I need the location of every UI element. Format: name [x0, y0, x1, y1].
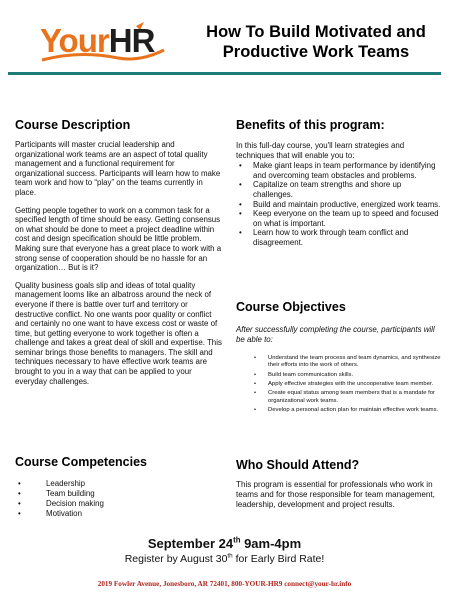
logo-wordmark — [40, 24, 154, 57]
header-divider — [8, 72, 441, 75]
event-date — [0, 536, 449, 552]
objective-item: • Develop a personal action plan for maintain effective work teams. — [236, 407, 441, 414]
competency-item: • Decision making — [15, 499, 215, 509]
event-time: 9am-4pm — [240, 536, 302, 551]
logo-your: Your — [40, 22, 109, 59]
benefits-intro: In this full-day course, you'll learn strategies and techniques that will enable you to: — [236, 141, 405, 160]
benefits-heading: Benefits of this program: — [236, 118, 385, 132]
description-paragraph-3: Quality business goals slip and ideas of total quality management looms like an albatross around the neck of everyone if there is battle over turf and territory or destructive conflict. No one wants poor quality or conflict and certainly no one want to have excess cost or waste of time, but getting everyone to work together is often a challenge and takes a great deal of skill and expertise. This seminar brings those benefits to managers. The skill and techniques necessary to have effective work teams are brought to you in a way that can be applied to your everyday challenges. — [15, 280, 222, 386]
attend-heading: Who Should Attend? — [236, 458, 360, 472]
objectives-heading: Course Objectives — [236, 300, 346, 314]
description-paragraph-1: Participants will master crucial leadership and organizational work teams are an aspect of total quality management and a functional requirement for organizational success. Participants will learn how to make team work and how to “play” on the teams currently in place. — [15, 140, 221, 197]
benefit-item: • Keep everyone on the team up to speed and focused on what is important. — [236, 209, 441, 228]
title-line-2: Productive Work Teams — [222, 43, 410, 61]
benefit-item: • Make giant leaps in team performance by identifying and overcoming team obstacles and problems. — [236, 161, 441, 180]
page-title — [190, 22, 442, 62]
objective-item: • Build team communication skills. — [236, 372, 441, 379]
objective-item: • Understand the team process and team dynamics, and synthesize their efforts into the work of others. — [236, 355, 441, 370]
objective-item: • Apply effective strategies with the uncooperative team member. — [236, 381, 441, 388]
course-objectives — [236, 300, 441, 416]
event-dates — [0, 536, 449, 566]
benefits-list — [236, 161, 441, 247]
early-bird-registration — [0, 552, 449, 566]
competency-item: • Team building — [15, 489, 215, 499]
title-line-1: How To Build Motivated and — [206, 23, 426, 41]
course-competencies — [15, 455, 215, 519]
competencies-list — [15, 479, 215, 519]
benefit-item: • Capitalize on team strengths and shore up challenges. — [236, 180, 441, 199]
yourhr-logo — [40, 20, 168, 66]
benefit-item: • Learn how to work through team conflict and disagreement. — [236, 228, 441, 247]
description-paragraph-2: Getting people together to work on a common task for a specified length of time should be easy. Getting consensus on what should be done to meet a project deadline within cost and design specification should be little problem. Making sure that everyone has a great place to work with a strong sense of cooperation should be no hassle for an organization… But is it? — [15, 205, 222, 273]
objectives-intro: After successfully completing the course, participants will be able to: — [236, 325, 435, 344]
who-should-attend — [236, 458, 441, 509]
course-description-heading: Course Description — [15, 118, 131, 132]
course-description — [15, 118, 225, 394]
benefit-item: • Build and maintain productive, energized work teams. — [236, 200, 441, 210]
objective-item: • Create equal status among team members that is a mandate for organizational work teams. — [236, 390, 441, 405]
competency-item: • Leadership — [15, 479, 215, 489]
competencies-heading: Course Competencies — [15, 455, 147, 469]
attend-text: This program is essential for professionals who work in teams and for those responsible for team management, leadership, development and project results. — [236, 480, 435, 509]
event-date-suffix: th — [233, 535, 241, 545]
contact-footer: 2019 Fowler Avenue, Jonesboro, AR 72401, 800-YOUR-HR9 connect@your-hr.info — [97, 580, 352, 588]
register-date-suffix: th — [227, 552, 233, 560]
competency-item: • Motivation — [15, 509, 215, 519]
objectives-list — [236, 355, 441, 414]
early-bird-text: for Early Bird Rate! — [232, 553, 325, 565]
benefits-section — [236, 118, 441, 248]
logo-hr: HR — [108, 22, 155, 59]
register-by-text: Register by August 30 — [124, 553, 228, 565]
event-date-text: September 24 — [147, 536, 234, 551]
